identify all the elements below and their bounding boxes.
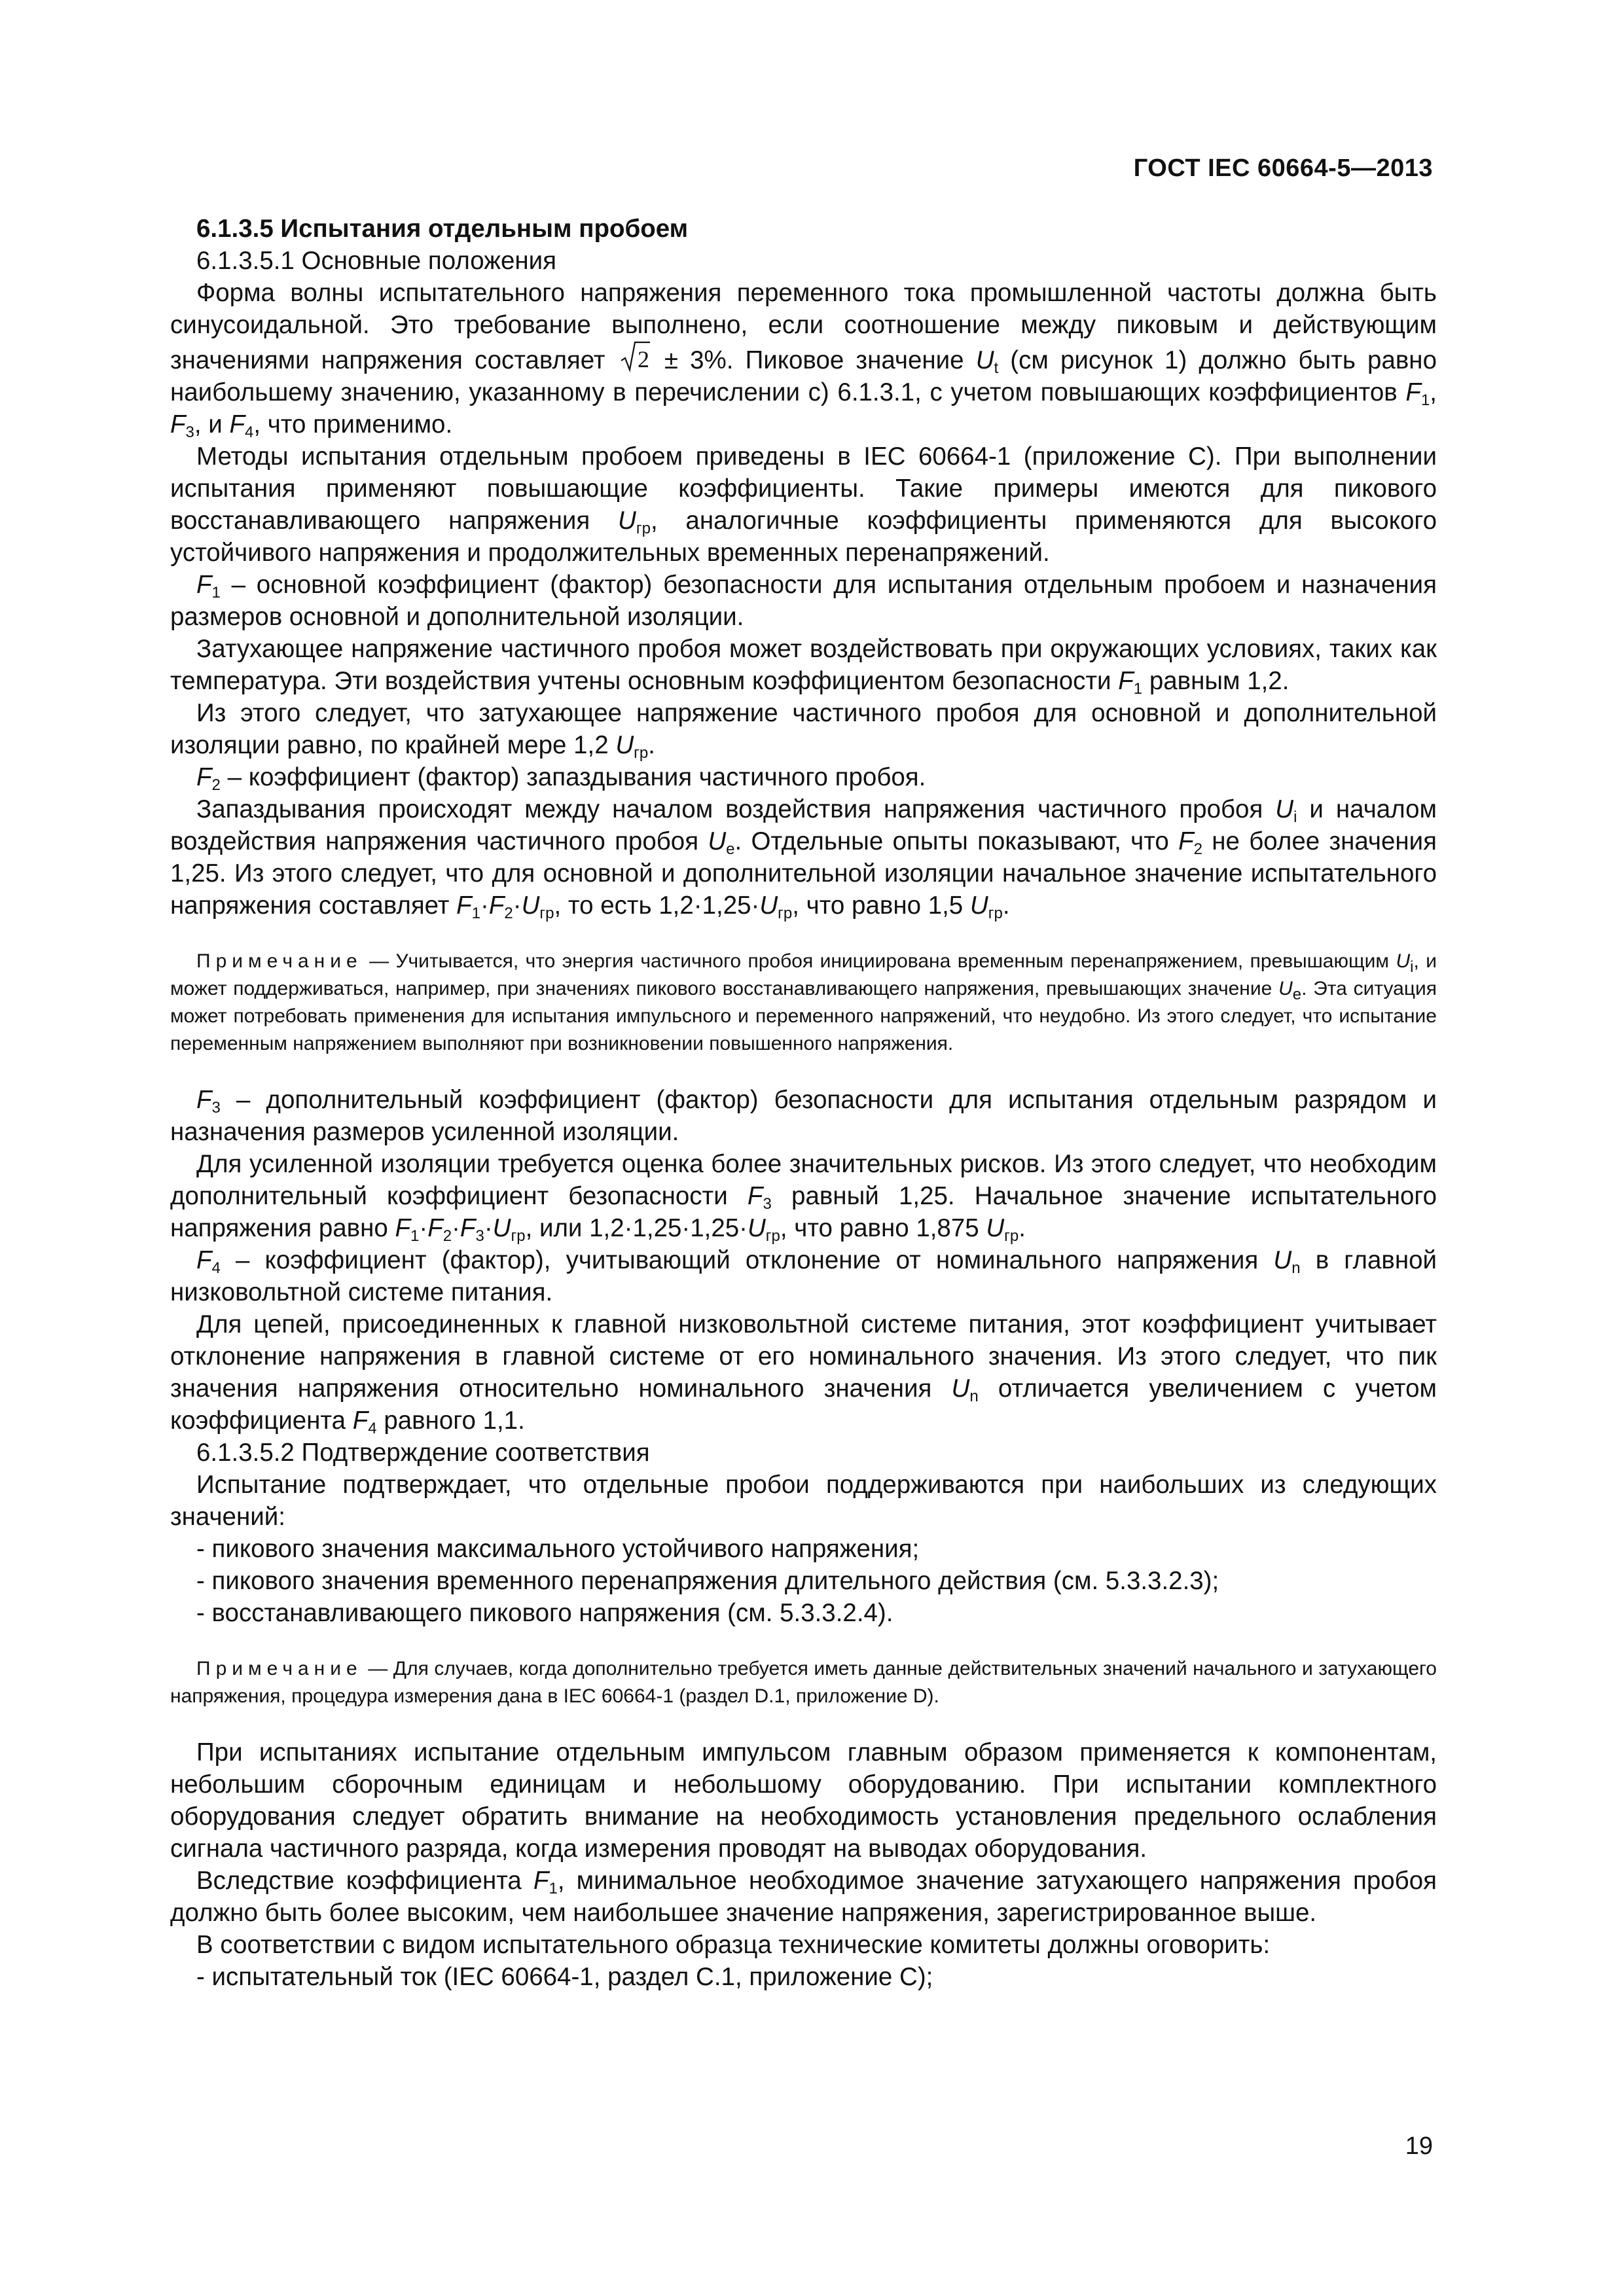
list-item: - пикового значения временного перенапряжения длительного действия (см. 5.3.3.2.3);	[196, 1567, 1219, 1595]
note: Примечание — Учитывается, что энергия частичного пробоя инициирована временным перенапряжением, превышающим $U_i$, и может поддерживаться, например, при значениях пикового восстанавливающего напряжения, превышающих значение $U_e$. Эта ситуация может потребовать применения для испытания импульсного и переменного напряжений, что неудобно. Из этого следует, что испытание переменным напряжением выполняют при возникновении повышенного напряжения.	[170, 950, 1437, 1054]
note-label: Примечание	[196, 1658, 363, 1679]
subsection-heading: 6.1.3.5.2 Подтверждение соответствия	[196, 1439, 650, 1467]
section-heading: 6.1.3.5 Испытания отдельным пробоем	[196, 215, 689, 243]
requirements-list	[170, 1533, 1437, 1629]
document-code-header: ГОСТ IEC 60664-5—2013	[1133, 154, 1433, 182]
paragraph: $F_3$ – дополнительный коэффициент (фактор) безопасности для испытания отдельным разрядом и назначения размеров усиленной изоляции.	[170, 1086, 1437, 1146]
paragraph: $F_2$ – коэффициент (фактор) запаздывания частичного пробоя.	[196, 763, 926, 794]
page-number: 19	[1405, 2132, 1433, 2160]
subsection-heading: 6.1.3.5.1 Основные положения	[196, 247, 556, 275]
list-item: - восстанавливающего пикового напряжения (см. 5.3.3.2.4).	[196, 1599, 893, 1627]
paragraph: Форма волны испытательного напряжения переменного тока промышленной частоты должна быть синусоидальной. Это требование выполнено, если соотношение между пиковым и действующим значениями напряжения составляет 2 ± 3%. Пиковое значение $U_t$ (см рисунок 1) должно быть равно наибольшему значению, указанному в перечислении с) 6.1.3.1, с учетом повышающих коэффициентов $F_1$, $F_3$, и $F_4$, что применимо.	[170, 279, 1437, 441]
note-label: Примечание	[196, 950, 363, 972]
paragraph: Затухающее напряжение частичного пробоя может воздействовать при окружающих условиях, таких как температура. Эти воздействия учтены основным коэффициентом безопасности $F_1$ равным 1,2.	[170, 635, 1437, 698]
paragraph: Для усиленной изоляции требуется оценка более значительных рисков. Из этого следует, что необходим дополнительный коэффициент безопасности $F_3$ равный 1,25. Начальное значение испытательного напряжения равно $F_1\cdot F_2\cdot F_3\cdot U_{гр}$, или $1,2\cdot 1,25\cdot 1,25\cdot U_{гр}$, что равно 1,875 $U_{гр}$.	[170, 1150, 1437, 1245]
svg-text:2: 2	[637, 346, 649, 372]
paragraph: Методы испытания отдельным пробоем приведены в IEC 60664-1 (приложение С). При выполнении испытания применяют повышающие коэффициенты. Такие примеры имеются для пикового восстанавливающего напряжения $U_{гр}$, аналогичные коэффициенты применяются для высокого устойчивого напряжения и продолжительных временных перенапряжений.	[170, 442, 1437, 567]
note: Примечание — Для случаев, когда дополнительно требуется иметь данные действительных значений начального и затухающего напряжения, процедура измерения дана в IEC 60664-1 (раздел D.1, приложение D).	[170, 1658, 1437, 1707]
list-item: - пикового значения максимального устойчивого напряжения;	[196, 1535, 920, 1563]
paragraph: Запаздывания происходят между началом воздействия напряжения частичного пробоя $U_i$ и началом воздействия напряжения частичного пробоя $U_e$. Отдельные опыты показывают, что $F_2$ не более значения 1,25. Из этого следует, что для основной и дополнительной изоляции начальное значение испытательного напряжения составляет $F_1\cdot F_2\cdot U_{гр}$, то есть $1,2\cdot 1,25\cdot U_{гр}$, что равно 1,5 $U_{гр}$.	[170, 795, 1437, 922]
paragraph: Испытание подтверждает, что отдельные пробои поддерживаются при наибольших из следующих значений:	[170, 1471, 1437, 1531]
paragraph: При испытаниях испытание отдельным импульсом главным образом применяется к компонентам, небольшим сборочным единицам и небольшому оборудованию. При испытании комплектного оборудования следует обратить внимание на необходимость установления предельного ослабления сигнала частичного разряда, когда измерения проводят на выводах оборудования.	[170, 1738, 1437, 1863]
paragraph: Для цепей, присоединенных к главной низковольтной системе питания, этот коэффициент учитывает отклонение напряжения в главной системе от его номинального значения. Из этого следует, что пик значения напряжения относительно номинального значения $U_n$ отличается увеличением с учетом коэффициента $F_4$ равного 1,1.	[170, 1310, 1437, 1437]
paragraph: Из этого следует, что затухающее напряжение частичного пробоя для основной и дополнительной изоляции равно, по крайней мере 1,2 $U_{гр}$.	[170, 699, 1437, 762]
paragraph: $F_4$ – коэффициент (фактор), учитывающий отклонение от номинального напряжения $U_n$ в главной низковольтной системе питания.	[170, 1246, 1437, 1306]
paragraph: $F_1$ – основной коэффициент (фактор) безопасности для испытания отдельным пробоем и назначения размеров основной и дополнительной изоляции.	[170, 571, 1437, 631]
sqrt-symbol	[620, 341, 650, 372]
paragraph: В соответствии с видом испытательного образца технические комитеты должны оговорить:	[196, 1931, 1271, 1959]
document-body	[170, 213, 1437, 1993]
list-item: - испытательный ток (IEC 60664-1, раздел С.1, приложение С);	[196, 1963, 933, 1991]
paragraph: Вследствие коэффициента $F_1$, минимальное необходимое значение затухающего напряжения пробоя должно быть более высоким, чем наибольшее значение напряжения, зарегистрированное выше.	[170, 1867, 1437, 1927]
